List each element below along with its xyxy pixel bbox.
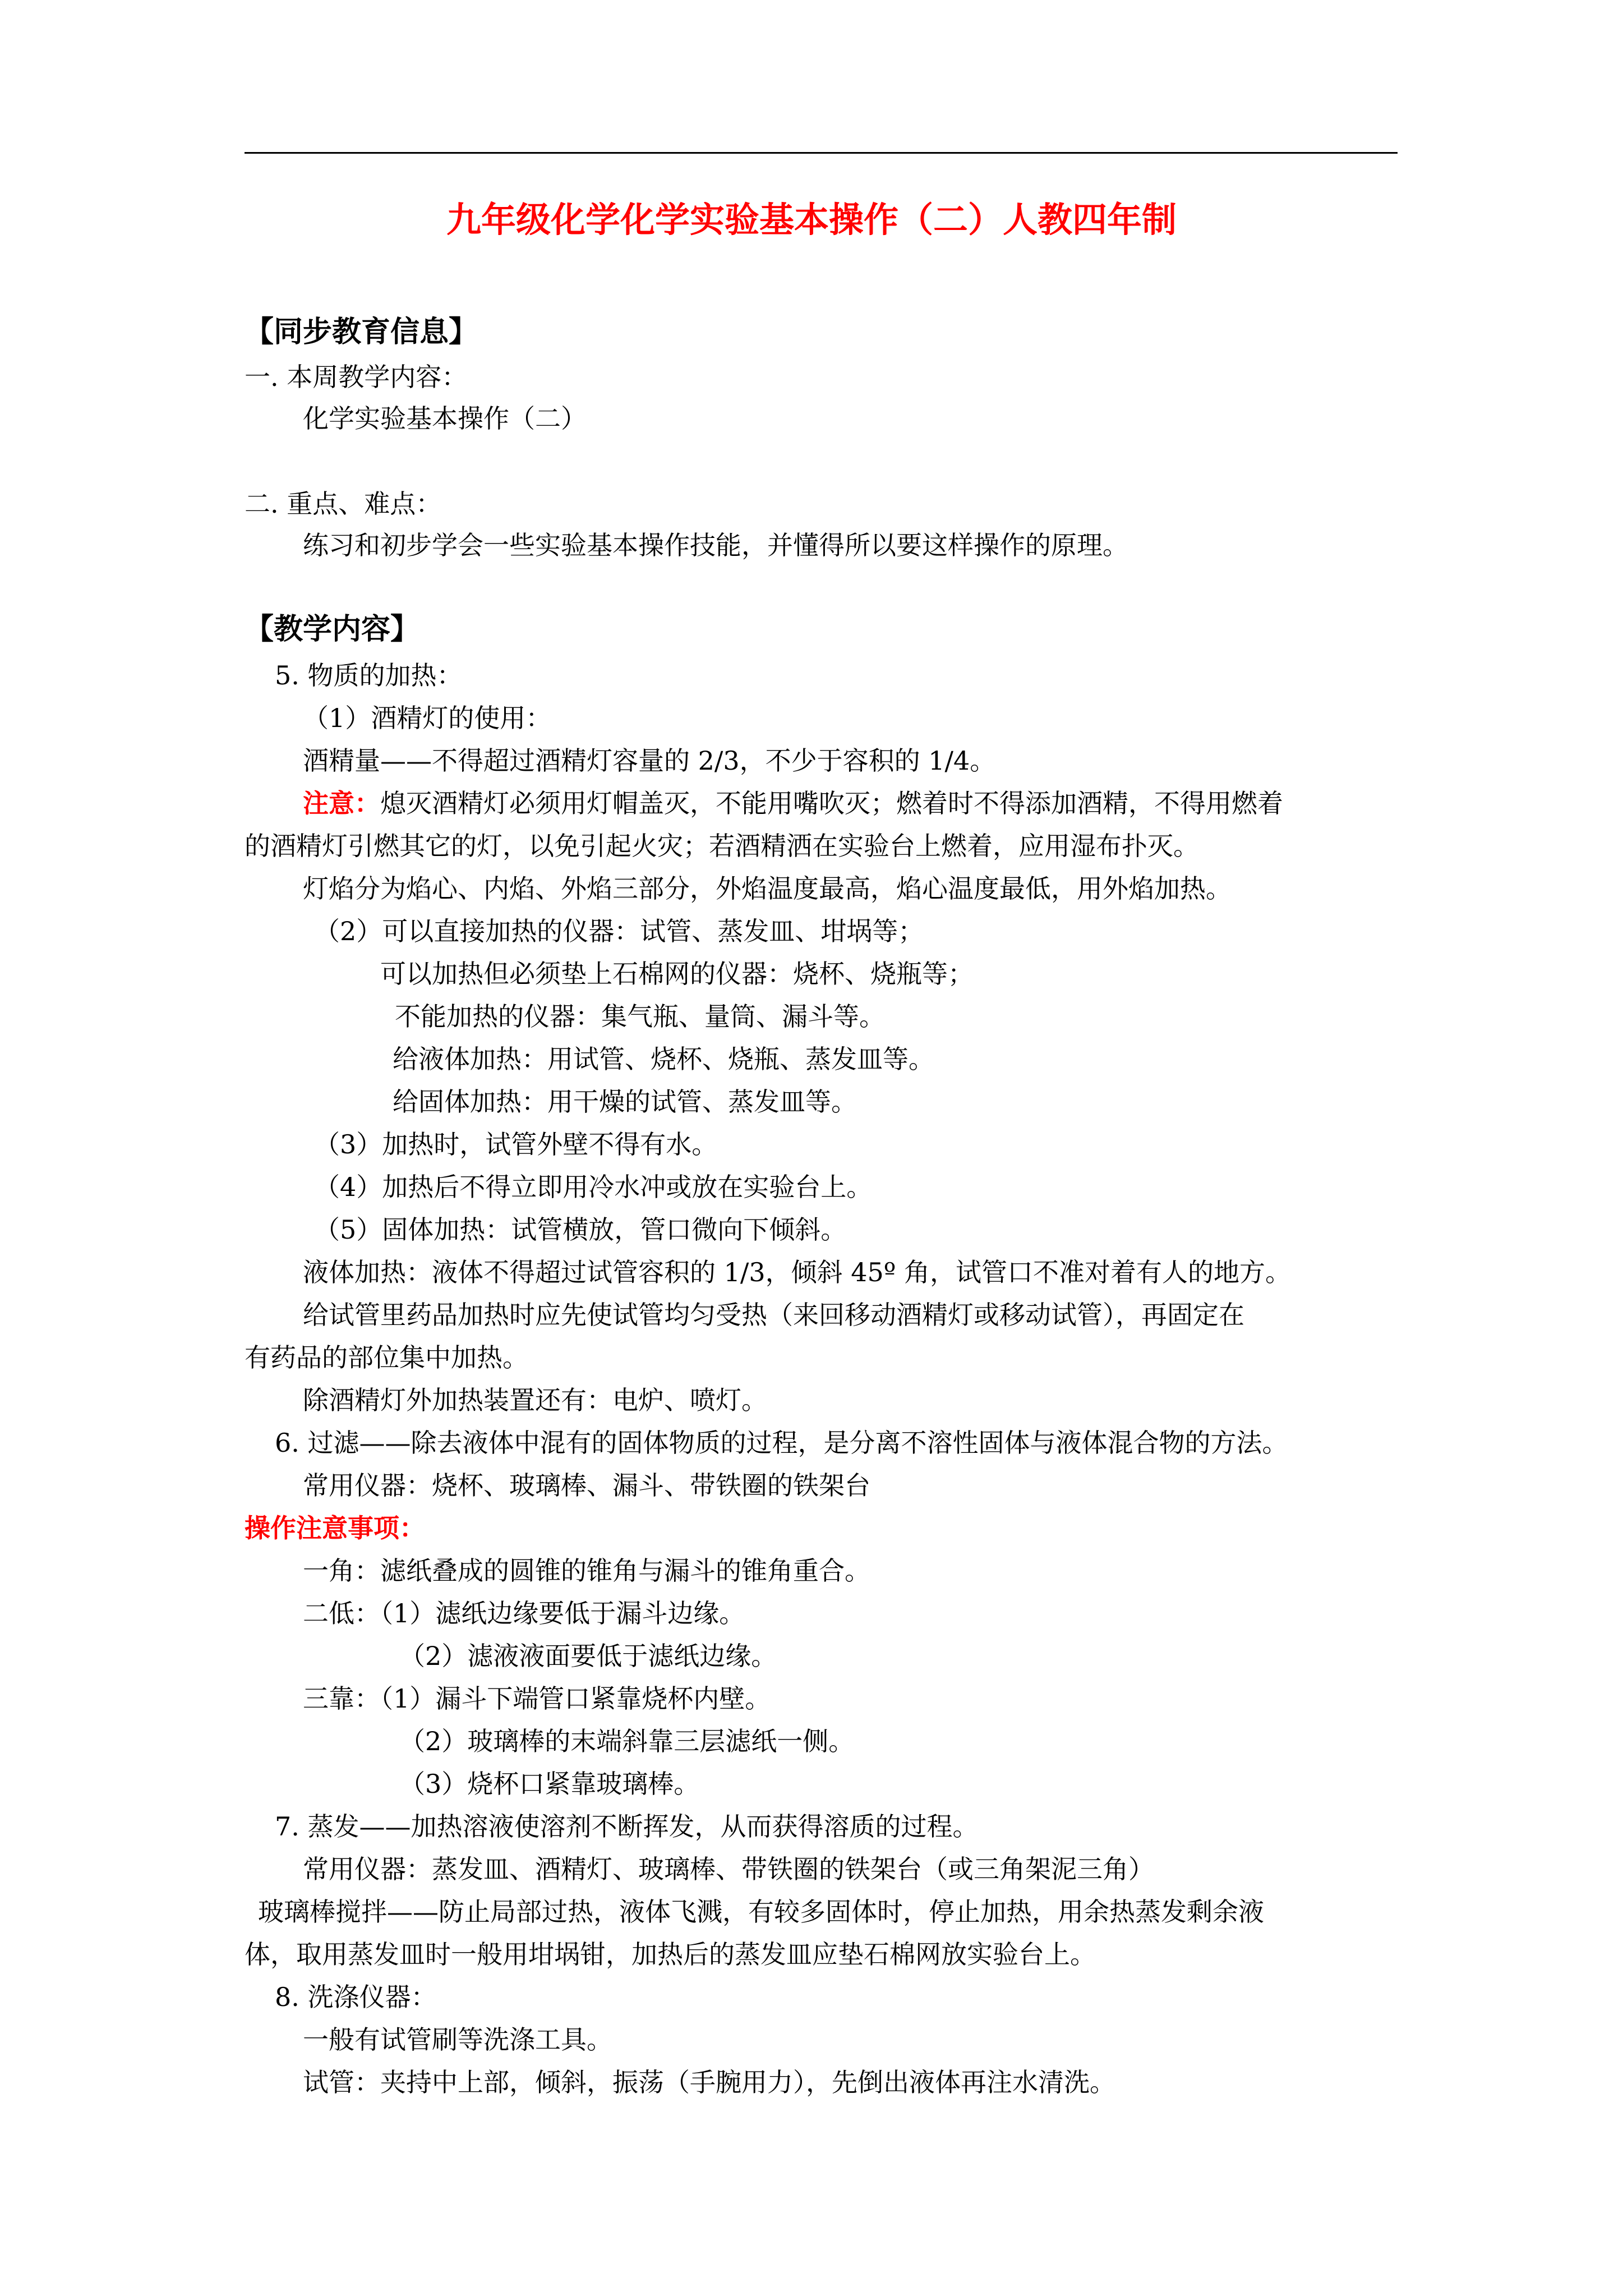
paragraph-line: 常用仪器：蒸发皿、酒精灯、玻璃棒、带铁圈的铁架台（或三角架泥三角） xyxy=(303,1854,1154,1884)
topic-washing: 8. 洗涤仪器： xyxy=(275,1982,437,2012)
paragraph-line: 不能加热的仪器：集气瓶、量筒、漏斗等。 xyxy=(395,1001,885,1032)
topic-heating: 5. 物质的加热： xyxy=(275,660,463,691)
paragraph-line: 一般有试管刷等洗涤工具。 xyxy=(303,2024,612,2055)
paragraph-line: （2）滤液液面要低于滤纸边缘。 xyxy=(399,1641,777,1671)
paragraph-line: 灯焰分为焰心、内焰、外焰三部分，外焰温度最高，焰心温度最低，用外焰加热。 xyxy=(303,873,1232,904)
topic-evaporation: 7. 蒸发——加热溶液使溶剂不断挥发，从而获得溶质的过程。 xyxy=(275,1811,979,1842)
subtopic-alcohol-lamp: （1）酒精灯的使用： xyxy=(303,703,552,733)
paragraph-line: 常用仪器：烧杯、玻璃棒、漏斗、带铁圈的铁架台 xyxy=(303,1470,870,1501)
paragraph-line: 一角：滤纸叠成的圆锥的锥角与漏斗的锥角重合。 xyxy=(303,1556,870,1586)
paragraph-line: 的酒精灯引燃其它的灯，以免引起火灾；若酒精洒在实验台上燃着，应用湿布扑灭。 xyxy=(245,831,1199,861)
weekly-content-text: 化学实验基本操作（二） xyxy=(303,403,587,434)
paragraph-line: 体，取用蒸发皿时一般用坩埚钳，加热后的蒸发皿应垫石棉网放实验台上。 xyxy=(245,1939,1096,1970)
paragraph-line: （5）固体加热：试管横放，管口微向下倾斜。 xyxy=(314,1214,847,1245)
item-weekly-content: 一. 本周教学内容： xyxy=(245,362,468,392)
paragraph-line: 二低：（1）滤纸边缘要低于漏斗边缘。 xyxy=(303,1598,745,1628)
paragraph-line: 除酒精灯外加热装置还有：电炉、喷灯。 xyxy=(303,1385,767,1415)
note-line xyxy=(303,788,1283,819)
paragraph-line: 可以加热但必须垫上石棉网的仪器：烧杯、烧瓶等； xyxy=(380,959,974,989)
paragraph-line: （2）玻璃棒的末端斜靠三层滤纸一侧。 xyxy=(399,1726,855,1756)
operation-notes-heading: 操作注意事项： xyxy=(245,1513,425,1543)
section-heading-sync-info: 【同步教育信息】 xyxy=(245,315,478,349)
paragraph-line: 给液体加热：用试管、烧杯、烧瓶、蒸发皿等。 xyxy=(393,1044,934,1074)
paragraph-line: （2）可以直接加热的仪器：试管、蒸发皿、坩埚等； xyxy=(314,916,924,946)
paragraph-line: 试管：夹持中上部，倾斜，振荡（手腕用力），先倒出液体再注水清洗。 xyxy=(303,2067,1115,2097)
paragraph-line: 三靠：（1）漏斗下端管口紧靠烧杯内壁。 xyxy=(303,1683,771,1714)
note-text: 熄灭酒精灯必须用灯帽盖灭，不能用嘴吹灭；燃着时不得添加酒精，不得用燃着 xyxy=(380,788,1283,818)
note-label: 注意： xyxy=(303,788,380,818)
paragraph-line: 液体加热：液体不得超过试管容积的 1/3，倾斜 45º 角，试管口不准对着有人的地方。 xyxy=(303,1257,1292,1287)
item-key-points: 二. 重点、难点： xyxy=(245,489,442,519)
paragraph-line: （4）加热后不得立即用冷水冲或放在实验台上。 xyxy=(314,1172,873,1202)
paragraph-line: （3）加热时，试管外壁不得有水。 xyxy=(314,1129,718,1159)
paragraph-line: 玻璃棒搅拌——防止局部过热，液体飞溅，有较多固体时，停止加热，用余热蒸发剩余液 xyxy=(258,1897,1264,1927)
header-rule xyxy=(245,152,1398,154)
document-title: 九年级化学化学实验基本操作（二）人教四年制 xyxy=(446,199,1177,240)
paragraph-line: 酒精量——不得超过酒精灯容量的 2/3，不少于容积的 1/4。 xyxy=(303,746,996,776)
topic-filtration: 6. 过滤——除去液体中混有的固体物质的过程，是分离不溶性固体与液体混合物的方法。 xyxy=(275,1428,1288,1458)
paragraph-line: 给固体加热：用干燥的试管、蒸发皿等。 xyxy=(393,1087,857,1117)
paragraph-line: （3）烧杯口紧靠玻璃棒。 xyxy=(399,1769,700,1799)
paragraph-line: 给试管里药品加热时应先使试管均匀受热（来回移动酒精灯或移动试管），再固定在 xyxy=(303,1300,1244,1330)
paragraph-line: 有药品的部位集中加热。 xyxy=(245,1342,528,1373)
key-points-text: 练习和初步学会一些实验基本操作技能，并懂得所以要这样操作的原理。 xyxy=(303,530,1128,560)
section-heading-teaching-content: 【教学内容】 xyxy=(245,612,420,646)
